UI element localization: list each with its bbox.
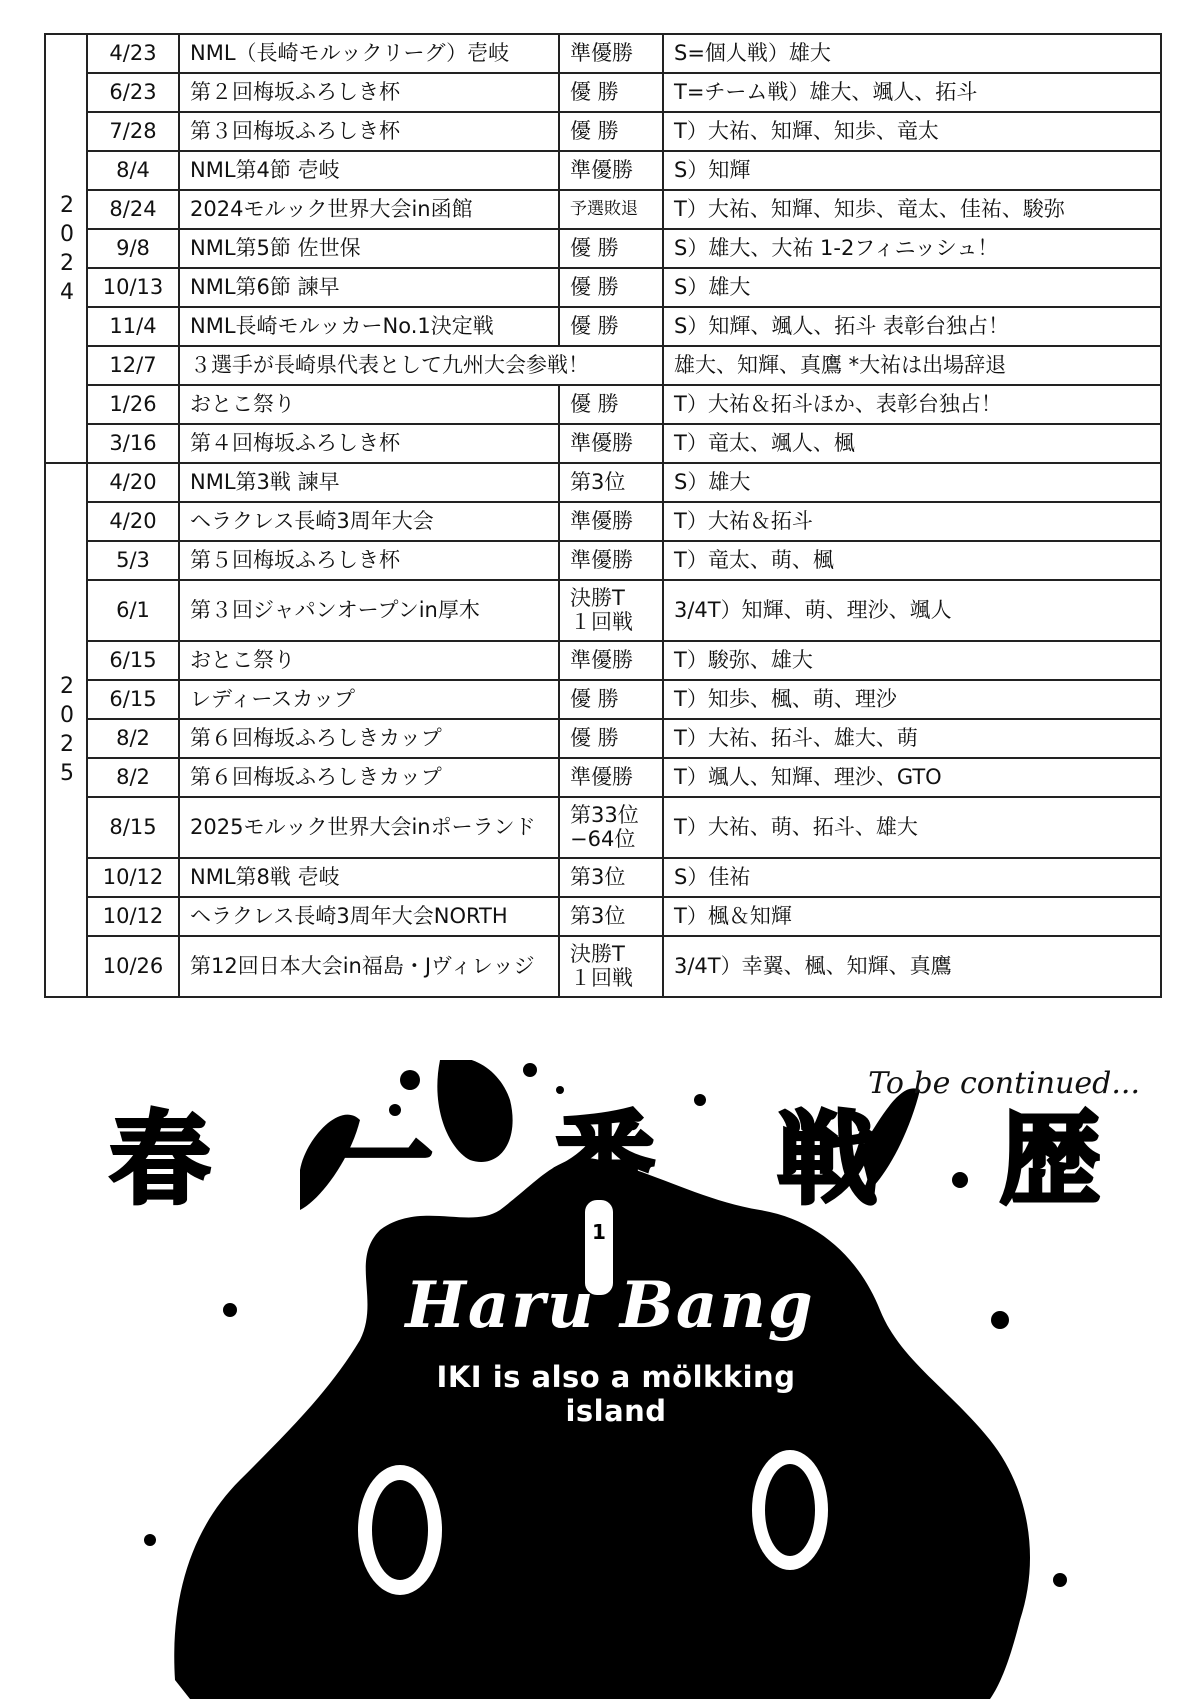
results-table-body	[45, 34, 1161, 997]
table-row	[45, 190, 1161, 229]
date-cell: 4/20	[87, 463, 179, 502]
result-cell: 準優勝	[559, 641, 663, 680]
year-cell	[45, 34, 87, 463]
result-cell: 第33位 −64位	[559, 797, 663, 858]
table-row	[45, 541, 1161, 580]
result-cell: 決勝T １回戦	[559, 580, 663, 641]
table-row	[45, 151, 1161, 190]
date-cell: 8/24	[87, 190, 179, 229]
table-row	[45, 858, 1161, 897]
result-cell: 準優勝	[559, 151, 663, 190]
date-cell: 6/15	[87, 641, 179, 680]
date-cell: 9/8	[87, 229, 179, 268]
event-cell: 第５回梅坂ふろしき杯	[179, 541, 559, 580]
result-cell: 第3位	[559, 463, 663, 502]
event-cell: 第４回梅坂ふろしき杯	[179, 424, 559, 463]
date-cell: 10/12	[87, 858, 179, 897]
event-cell: NML第5節 佐世保	[179, 229, 559, 268]
title-char: 番	[555, 1101, 655, 1218]
date-cell: 8/4	[87, 151, 179, 190]
poster-title	[110, 1101, 1100, 1218]
members-cell: T）大祐、萌、拓斗、雄大	[663, 797, 1161, 858]
logo-number: 1	[592, 1220, 606, 1244]
date-cell: 6/23	[87, 73, 179, 112]
title-char: 一	[332, 1101, 433, 1218]
title-char: 春	[110, 1101, 210, 1218]
result-cell: 決勝T １回戦	[559, 936, 663, 997]
date-cell: 3/16	[87, 424, 179, 463]
event-cell: ヘラクレス長崎3周年大会NORTH	[179, 897, 559, 936]
date-cell: 12/7	[87, 346, 179, 385]
members-cell: T）大祐、知輝、知歩、竜太、佳祐、駿弥	[663, 190, 1161, 229]
result-cell: 第3位	[559, 858, 663, 897]
table-row	[45, 502, 1161, 541]
event-cell: NML（長崎モルックリーグ）壱岐	[179, 34, 559, 73]
members-cell: T）大祐、拓斗、雄大、萌	[663, 719, 1161, 758]
members-cell: T）大祐、知輝、知歩、竜太	[663, 112, 1161, 151]
year-cell	[45, 463, 87, 997]
result-cell: 予選敗退	[559, 190, 663, 229]
date-cell: 6/1	[87, 580, 179, 641]
table-row	[45, 797, 1161, 858]
members-cell: S=個人戦）雄大	[663, 34, 1161, 73]
date-cell: 6/15	[87, 680, 179, 719]
team-logo: Haru Bang	[405, 1268, 815, 1343]
event-cell: NML長崎モルッカーNo.1決定戦	[179, 307, 559, 346]
result-cell: 優 勝	[559, 73, 663, 112]
members-cell: S）雄大	[663, 268, 1161, 307]
result-cell: 準優勝	[559, 424, 663, 463]
table-row	[45, 463, 1161, 502]
members-cell: T=チーム戦）雄大、颯人、拓斗	[663, 73, 1161, 112]
event-cell: 第12回日本大会in福島・Jヴィレッジ	[179, 936, 559, 997]
members-cell: T）竜太、颯人、楓	[663, 424, 1161, 463]
table-row	[45, 641, 1161, 680]
members-cell: T）楓＆知輝	[663, 897, 1161, 936]
members-cell: 雄大、知輝、真鷹 *大祐は出場辞退	[663, 346, 1161, 385]
members-cell: S）知輝、颯人、拓斗 表彰台独占！	[663, 307, 1161, 346]
table-row	[45, 112, 1161, 151]
members-cell: T）竜太、萌、楓	[663, 541, 1161, 580]
members-cell: T）大祐＆拓斗ほか、表彰台独占！	[663, 385, 1161, 424]
event-cell: 第６回梅坂ふろしきカップ	[179, 719, 559, 758]
to-be-continued-text: To be continued...	[868, 1066, 1140, 1101]
year-label: 2024	[60, 192, 74, 305]
members-cell: T）大祐＆拓斗	[663, 502, 1161, 541]
event-cell: おとこ祭り	[179, 641, 559, 680]
table-row	[45, 346, 1161, 385]
event-cell: NML第4節 壱岐	[179, 151, 559, 190]
result-cell: 準優勝	[559, 541, 663, 580]
date-cell: 1/26	[87, 385, 179, 424]
event-cell: 2024モルック世界大会in函館	[179, 190, 559, 229]
results-table	[44, 33, 1162, 998]
members-cell: 3/4T）幸翼、楓、知輝、真鷹	[663, 936, 1161, 997]
date-cell: 11/4	[87, 307, 179, 346]
event-cell: ３選手が長崎県代表として九州大会参戦！	[179, 346, 663, 385]
members-cell: T）駿弥、雄大	[663, 641, 1161, 680]
event-cell: NML第6節 諫早	[179, 268, 559, 307]
event-cell: レディースカップ	[179, 680, 559, 719]
table-row	[45, 385, 1161, 424]
result-cell: 優 勝	[559, 385, 663, 424]
date-cell: 4/20	[87, 502, 179, 541]
event-cell: NML第3戦 諫早	[179, 463, 559, 502]
table-row	[45, 897, 1161, 936]
members-cell: 3/4T）知輝、萌、理沙、颯人	[663, 580, 1161, 641]
date-cell: 5/3	[87, 541, 179, 580]
date-cell: 10/13	[87, 268, 179, 307]
table-row	[45, 936, 1161, 997]
result-cell: 準優勝	[559, 34, 663, 73]
team-tagline: IKI is also a mölkking island	[436, 1360, 796, 1428]
members-cell: T）颯人、知輝、理沙、GTO	[663, 758, 1161, 797]
table-row	[45, 680, 1161, 719]
event-cell: おとこ祭り	[179, 385, 559, 424]
date-cell: 10/12	[87, 897, 179, 936]
date-cell: 8/15	[87, 797, 179, 858]
members-cell: S）佳祐	[663, 858, 1161, 897]
date-cell: 10/26	[87, 936, 179, 997]
result-cell: 準優勝	[559, 758, 663, 797]
table-row	[45, 229, 1161, 268]
event-cell: 2025モルック世界大会inポーランド	[179, 797, 559, 858]
result-cell: 第3位	[559, 897, 663, 936]
result-cell: 準優勝	[559, 502, 663, 541]
result-cell: 優 勝	[559, 112, 663, 151]
date-cell: 8/2	[87, 719, 179, 758]
table-row	[45, 73, 1161, 112]
date-cell: 4/23	[87, 34, 179, 73]
table-row	[45, 424, 1161, 463]
table-row	[45, 580, 1161, 641]
event-cell: 第３回梅坂ふろしき杯	[179, 112, 559, 151]
event-cell: 第２回梅坂ふろしき杯	[179, 73, 559, 112]
event-cell: NML第8戦 壱岐	[179, 858, 559, 897]
title-char: 歴	[1000, 1101, 1100, 1218]
table-row	[45, 268, 1161, 307]
table-row	[45, 307, 1161, 346]
date-cell: 7/28	[87, 112, 179, 151]
result-cell: 優 勝	[559, 229, 663, 268]
table-row	[45, 758, 1161, 797]
result-cell: 優 勝	[559, 719, 663, 758]
members-cell: S）知輝	[663, 151, 1161, 190]
members-cell: S）雄大	[663, 463, 1161, 502]
result-cell: 優 勝	[559, 680, 663, 719]
table-row	[45, 34, 1161, 73]
date-cell: 8/2	[87, 758, 179, 797]
year-label: 2025	[60, 674, 74, 786]
event-cell: ヘラクレス長崎3周年大会	[179, 502, 559, 541]
table-row	[45, 719, 1161, 758]
members-cell: S）雄大、大祐 1-2フィニッシュ！	[663, 229, 1161, 268]
members-cell: T）知歩、楓、萌、理沙	[663, 680, 1161, 719]
result-cell: 優 勝	[559, 268, 663, 307]
result-cell: 優 勝	[559, 307, 663, 346]
event-cell: 第３回ジャパンオープンin厚木	[179, 580, 559, 641]
event-cell: 第６回梅坂ふろしきカップ	[179, 758, 559, 797]
title-char: 戦	[777, 1101, 878, 1218]
